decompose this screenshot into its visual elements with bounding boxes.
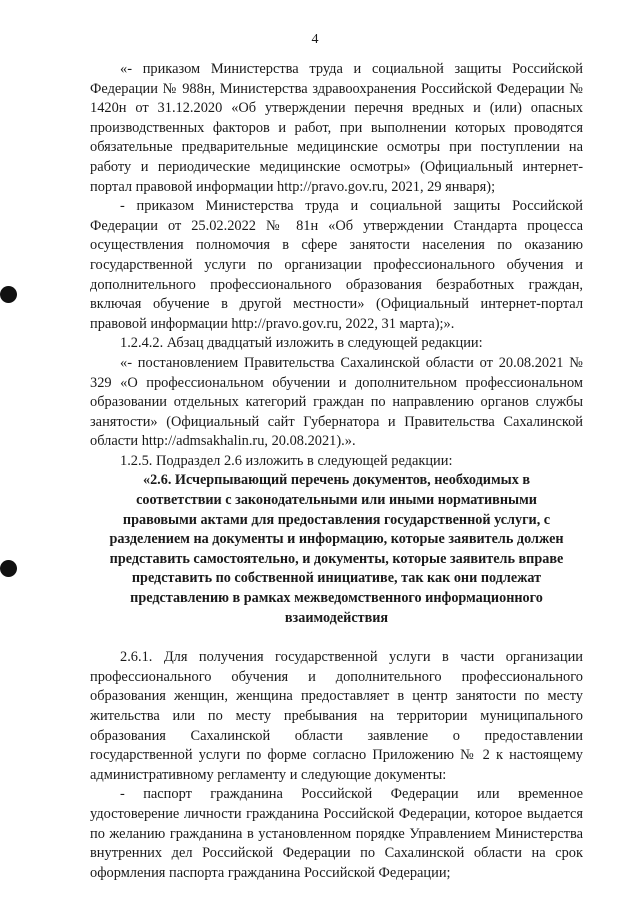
binder-hole-icon bbox=[0, 286, 17, 303]
paragraph: 1.2.5. Подраздел 2.6 изложить в следующей редакции: bbox=[120, 452, 453, 469]
paragraph: «- приказом Министерства труда и социальной защиты Российской Федерации № 988н, Министерства здравоохранения Российской Федерации № 1420н от 31.12.2020 «Об утверждении перечня вредных и (или) опасных производственных факторов и работ, при выполнении которых проводятся обязательные предварительные медицинские осмотры при поступлении на работу и периодические медицинские осмотры» (Официальный интернет-портал правовой информации http://pravo.gov.ru, 2021, 29 января); bbox=[90, 61, 583, 195]
binder-hole-icon bbox=[0, 560, 17, 577]
section-heading: «2.6. Исчерпывающий перечень документов, необходимых в соответствии с законодательными или иными нормативными правовыми актами для предоставления государственной услуги, с разделением на документы и информацию, которые заявитель должен представить самостоятельно, и документы, которые заявитель вправе представить по собственной инициативе, так как они подлежат представлению в рамках межведомственного информационного взаимодействия bbox=[109, 472, 564, 626]
paragraph: - приказом Министерства труда и социальной защиты Российской Федерации от 25.02.2022 № 81н «Об утверждении Стандарта процесса осуществления полномочия в сфере занятости населения по оказанию государственной услуги по организации профессионального обучения и дополнительного профессионального образования безработных граждан, включая обучение в другой местности» (Официальный интернет-портал правовой информации http://pravo.gov.ru, 2022, 31 марта);». bbox=[90, 198, 583, 332]
spacer bbox=[90, 628, 583, 648]
paragraph: - паспорт гражданина Российской Федерации или временное удостоверение личности гражданина Российской Федерации, которое выдается по желанию гражданина в установленном порядке Управлением Министерства внутренних дел Российской Федерации по Сахалинской области на срок оформления паспорта гражданина Российской Федерации; bbox=[90, 786, 583, 881]
document-body bbox=[90, 60, 583, 883]
paragraph: 2.6.1. Для получения государственной услуги в части организации профессионального обучения и дополнительного профессионального образования женщин, женщина предоставляет в центр занятости по месту жительства или по месту пребывания на территории муниципального образования Сахалинской области заявление о предоставлении государственной услуги по форме согласно Приложению № 2 к настоящему административному регламенту и следующие документы: bbox=[90, 649, 583, 783]
paragraph: 1.2.4.2. Абзац двадцатый изложить в следующей редакции: bbox=[120, 335, 483, 352]
paragraph: «- постановлением Правительства Сахалинской области от 20.08.2021 № 329 «О профессиональном обучении и дополнительном профессиональном образовании отдельных категорий граждан по направлению органов службы занятости» (Официальный сайт Губернатора и Правительства Сахалинской области http://admsakhalin.ru, 20.08.2021).». bbox=[90, 354, 583, 450]
page-number: 4 bbox=[311, 32, 319, 47]
